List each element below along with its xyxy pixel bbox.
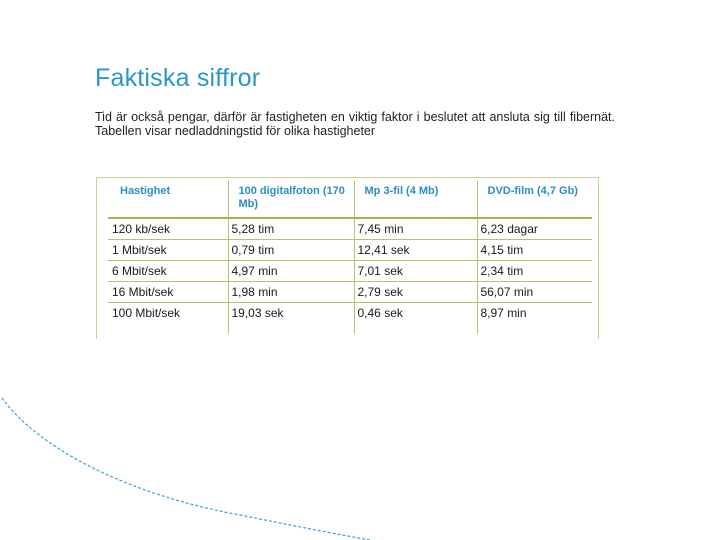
cell-dvd: 8,97 min <box>480 306 527 320</box>
cell-mp3: 2,79 sek <box>354 282 477 303</box>
cell-mp3: 0,46 sek <box>354 303 477 335</box>
cell-mp3: 7,45 min <box>354 218 477 240</box>
table-row <box>108 240 592 261</box>
cell-photos: 19,03 sek <box>228 303 354 335</box>
cell-photos: 5,28 tim <box>228 218 354 240</box>
table-header-row <box>108 181 592 218</box>
cell-dvd: 4,15 tim <box>477 240 592 261</box>
cell-speed: 1 Mbit/sek <box>108 240 228 261</box>
cell-speed: 16 Mbit/sek <box>108 282 228 303</box>
cell-photos: 4,97 min <box>228 261 354 282</box>
table-row <box>108 282 592 303</box>
table-row <box>108 261 592 282</box>
cell-dvd: 6,23 dagar <box>477 218 592 240</box>
header-speed: Hastighet <box>108 181 228 218</box>
cell-speed: 120 kb/sek <box>108 218 228 240</box>
slide-title: Faktiska siffror <box>95 64 261 92</box>
cell-speed: 6 Mbit/sek <box>108 261 228 282</box>
cell-mp3: 12,41 sek <box>354 240 477 261</box>
table-row <box>108 303 592 335</box>
cell-photos: 1,98 min <box>228 282 354 303</box>
table-row <box>108 218 592 240</box>
intro-paragraph: Tid är också pengar, därför är fastigheten en viktig faktor i beslutet att ansluta sig till fibernät. Tabellen visar nedladdningstid för olika hastigheter <box>95 110 615 138</box>
cell-dvd: 2,34 tim <box>477 261 592 282</box>
header-mp3: Mp 3-fil (4 Mb) <box>354 181 477 218</box>
header-dvd: DVD-film (4,7 Gb) <box>477 181 592 218</box>
cell-photos: 0,79 tim <box>228 240 354 261</box>
cell-speed: 100 Mbit/sek <box>108 303 228 335</box>
cell-mp3: 7,01 sek <box>354 261 477 282</box>
download-time-table <box>108 181 592 334</box>
cell-dvd: 56,07 min <box>477 282 592 303</box>
header-photos: 100 digitalfoton (170 Mb) <box>228 181 354 218</box>
